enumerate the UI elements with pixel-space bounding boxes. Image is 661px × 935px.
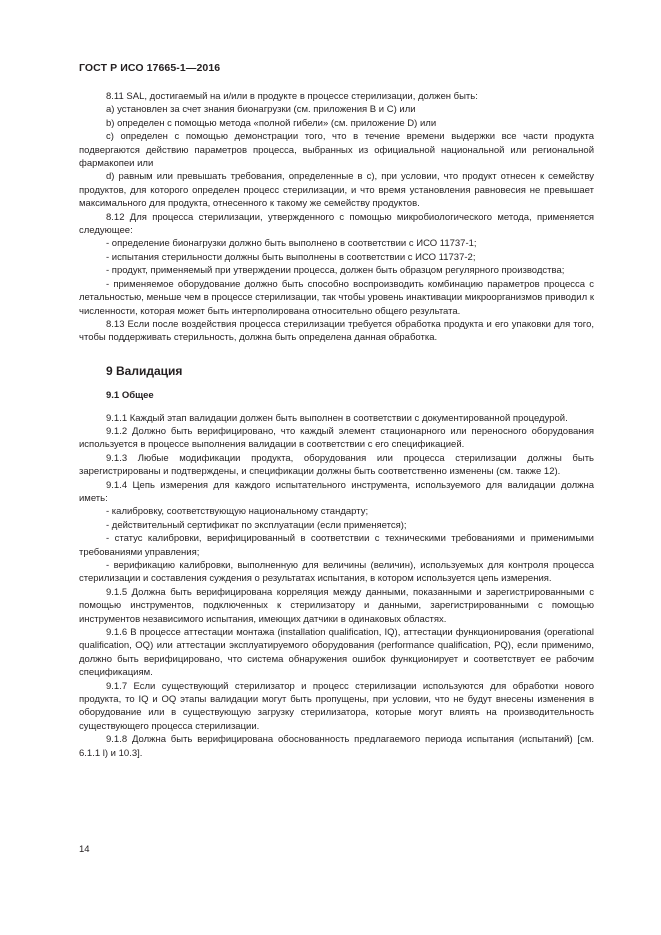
paragraph-9-1-4: 9.1.4 Цепь измерения для каждого испытательного инструмента, используемого для валидации должна иметь: [79, 479, 594, 504]
paragraph-9-1-1: 9.1.1 Каждый этап валидации должен быть выполнен в соответствии с документированной процедурой. [106, 412, 568, 424]
list-item: - испытания стерильности должны быть выполнены в соответствии с ИСО 11737-2; [106, 251, 476, 263]
list-item: - применяемое оборудование должно быть способно воспроизводить комбинацию параметров процесса с летальностью, меньше чем в процессе стерилизации, так чтобы уровень инактивации микроорганизмов приводил к численности, которая может быть интерполирована относительно общего результата. [79, 278, 594, 317]
list-item: d) равным или превышать требования, определенные в c), при условии, что продукт отнесен к семейству продуктов, для которого определен процесс стерилизации, и что время установления равновесия не превышает максимального для продукта, отнесенного к такому же семейству продуктов. [79, 171, 594, 210]
paragraph-9-1-8: 9.1.8 Должна быть верифицирована обоснованность предлагаемого периода испытания (испытаний) [см. 6.1.1 l) и 10.3]. [79, 734, 594, 759]
subsection-heading: 9.1 Общее [106, 390, 154, 402]
list-item: а) установлен за счет знания бионагрузки (см. приложения B и C) или [106, 104, 416, 116]
page-number: 14 [79, 844, 90, 855]
paragraph-8-13: 8.13 Если после воздействия процесса стерилизации требуется обработка продукта и его упаковки для того, чтобы поддерживать стерильность, должна быть определена данная обработка. [79, 318, 594, 344]
document-body [79, 90, 594, 760]
list-item: - действительный сертификат по эксплуатации (если применяется); [106, 519, 407, 531]
list-item: b) определен с помощью метода «полной гибели» (см. приложение D) или [106, 117, 437, 129]
paragraph-9-1-2: 9.1.2 Должно быть верифицировано, что каждый элемент стационарного или переносного оборудования используется в процессе выполнения валидации в соответствии с его спецификацией. [79, 425, 594, 451]
paragraph-9-1-3: 9.1.3 Любые модификации продукта, оборудования или процесса стерилизации должны быть зарегистрированы и подтверждены, и спецификации должны быть соответственно изменены (см. также 12). [79, 452, 594, 478]
document-header: ГОСТ Р ИСО 17665-1—2016 [79, 62, 221, 74]
paragraph-9-1-7: 9.1.7 Если существующий стерилизатор и процесс стерилизации используются для обработки нового продукта, то IQ и OQ этапы валидации могут быть пропущены, при условии, что не будут внесены изменения в оборудование или в существующую загрузку стерилизатора, которые могут влиять на производительность существующего процесса стерилизации. [79, 680, 594, 732]
list-item: - верификацию калибровки, выполненную для величины (величин), используемых для контроля процесса стерилизации и составления суждения о результатах испытания, в котором используется цепь измерения. [79, 560, 594, 585]
list-item: - продукт, применяемый при утверждении процесса, должен быть образцом регулярного производства; [106, 265, 565, 277]
paragraph-8-11: 8.11 SAL, достигаемый на и/или в продукте в процессе стерилизации, должен быть: [106, 91, 478, 102]
paragraph-8-12: 8.12 Для процесса стерилизации, утвержденного с помощью микробиологического метода, применяется следующее: [79, 211, 594, 237]
list-item: - калибровку, соответствующую национальному стандарту; [106, 506, 369, 518]
list-item: c) определен с помощью демонстрации того, что в течение времени выдержки все части продукта подвергаются действию параметров процесса, выбранных из официальной национальной или региональной фармакопеи или [79, 131, 594, 170]
paragraph-9-1-6: 9.1.6 В процессе аттестации монтажа (installation qualification, IQ), аттестации функционирования (operational qualification, OQ) или аттестации эксплуатируемого оборудования (performance qualification, PQ), если применимо, должно быть верифицировано, что система обнаружения ошибок функционирует и соответствует ее рабочим спецификациям. [79, 627, 594, 679]
section-heading: 9 Валидация [106, 363, 183, 378]
list-item: - определение бионагрузки должно быть выполнено в соответствии с ИСО 11737-1; [106, 238, 477, 250]
list-item: - статус калибровки, верифицированный в соответствии с техническими требованиями и применимыми требованиями управления; [79, 533, 594, 558]
paragraph-9-1-5: 9.1.5 Должна быть верифицирована корреляция между данными, показанными и зарегистрированными с помощью инструментов, подключенных к стерилизатору и данными, зарегистрированными с помощью инструментов независимого испытания, имеющих датчики в одинаковых областях. [79, 586, 594, 625]
